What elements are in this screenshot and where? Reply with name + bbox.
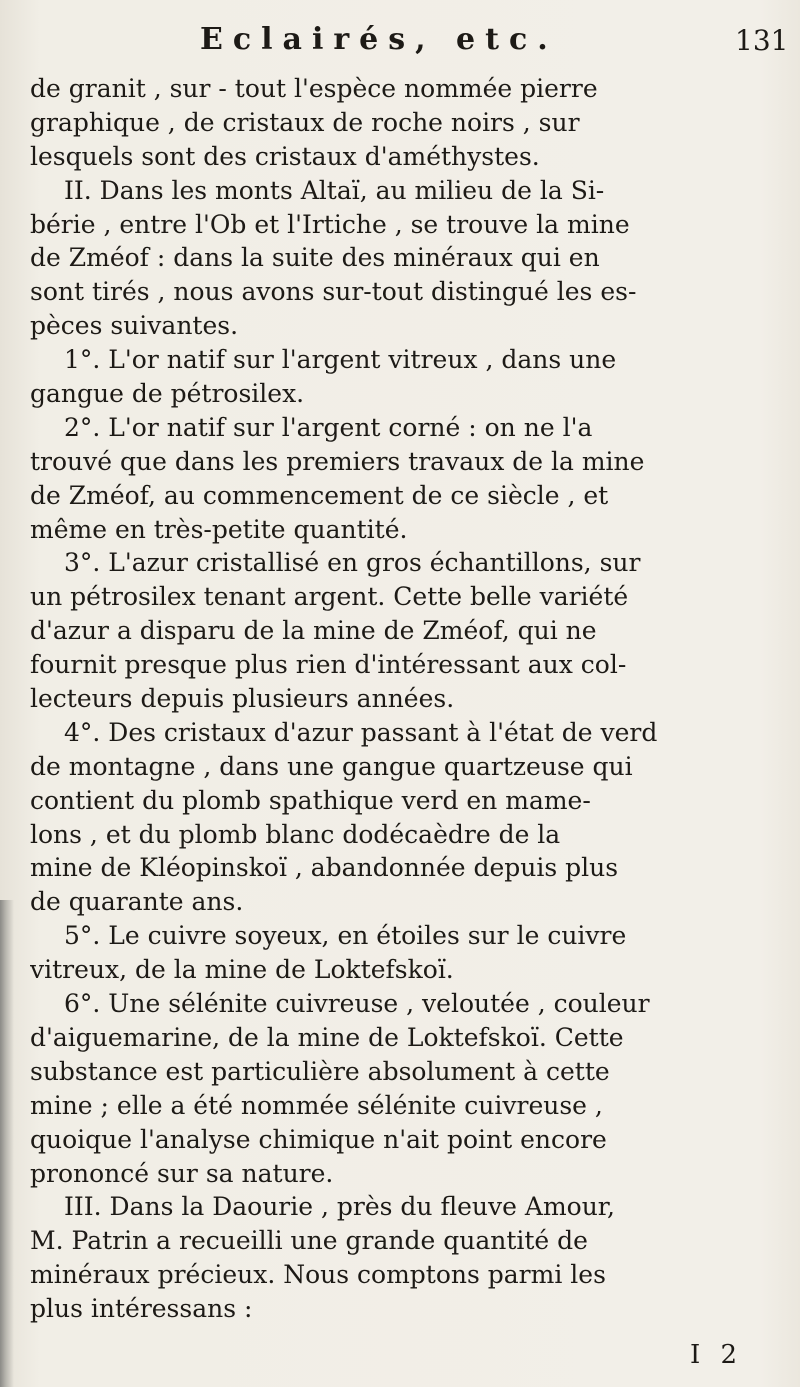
text-line: un pétrosilex tenant argent. Cette belle variété	[30, 582, 629, 612]
text-line: trouvé que dans les premiers travaux de la mine	[30, 446, 645, 476]
text-line: minéraux précieux. Nous comptons parmi les	[30, 1260, 606, 1290]
text-line: de Zméof : dans la suite des minéraux qui en	[30, 243, 600, 273]
text-line: même en très-petite quantité.	[30, 514, 408, 544]
text-line: vitreux, de la mine de Loktefskoï.	[30, 955, 454, 985]
text-line: mine ; elle a été nommée sélénite cuivreuse ,	[30, 1090, 603, 1120]
text-line: lons , et du plomb blanc dodécaèdre de la	[30, 819, 561, 849]
text-line: 5°. Le cuivre soyeux, en étoiles sur le cuivre	[64, 921, 627, 951]
text-line: fournit presque plus rien d'intéressant aux col-	[30, 650, 627, 680]
text-line: mine de Kléopinskoï , abandonnée depuis plus	[30, 853, 619, 883]
text-line: M. Patrin a recueilli une grande quantité de	[30, 1226, 588, 1256]
text-line: 2°. L'or natif sur l'argent corné : on ne l'a	[64, 412, 593, 442]
text-line: bérie , entre l'Ob et l'Irtiche , se trouve la mine	[30, 209, 630, 239]
text-line: gangue de pétrosilex.	[30, 379, 305, 409]
text-line: 4°. Des cristaux d'azur passant à l'état de verd	[64, 717, 658, 747]
body-text	[30, 72, 775, 1326]
text-line: 3°. L'azur cristallisé en gros échantillons, sur	[64, 548, 641, 578]
text-line: 6°. Une sélénite cuivreuse , veloutée , couleur	[64, 989, 650, 1019]
text-line: graphique , de cristaux de roche noirs , sur	[30, 107, 580, 137]
text-line: II. Dans les monts Altaï, au milieu de la Si-	[64, 175, 605, 205]
text-line: pèces suivantes.	[30, 311, 239, 341]
signature-mark: I 2	[690, 1340, 744, 1370]
text-line: de Zméof, au commencement de ce siècle , et	[30, 480, 609, 510]
text-line: sont tirés , nous avons sur-tout distingué les es-	[30, 277, 637, 307]
page-number: 131	[735, 24, 789, 57]
binding-shadow	[0, 900, 14, 1387]
text-line: lesquels sont des cristaux d'améthystes.	[30, 141, 540, 171]
text-line: de granit , sur - tout l'espèce nommée pierre	[30, 74, 598, 103]
text-line: de montagne , dans une gangue quartzeuse qui	[30, 751, 633, 781]
text-line: 1°. L'or natif sur l'argent vitreux , dans une	[64, 345, 617, 375]
text-line: de quarante ans.	[30, 887, 244, 917]
text-line: d'aiguemarine, de la mine de Loktefskoï. Cette	[30, 1022, 624, 1052]
page-header	[0, 22, 800, 62]
text-line: substance est particulière absolument à cette	[30, 1056, 610, 1086]
text-line: prononcé sur sa nature.	[30, 1158, 334, 1188]
running-head: Eclairés, etc.	[200, 22, 558, 57]
text-line: contient du plomb spathique verd en mame-	[30, 785, 591, 815]
text-line: quoique l'analyse chimique n'ait point encore	[30, 1124, 607, 1154]
text-line: III. Dans la Daourie , près du fleuve Amour,	[64, 1192, 615, 1222]
text-line: plus intéressans :	[30, 1294, 253, 1324]
text-line: d'azur a disparu de la mine de Zméof, qui ne	[30, 616, 597, 646]
text-line: lecteurs depuis plusieurs années.	[30, 684, 455, 714]
